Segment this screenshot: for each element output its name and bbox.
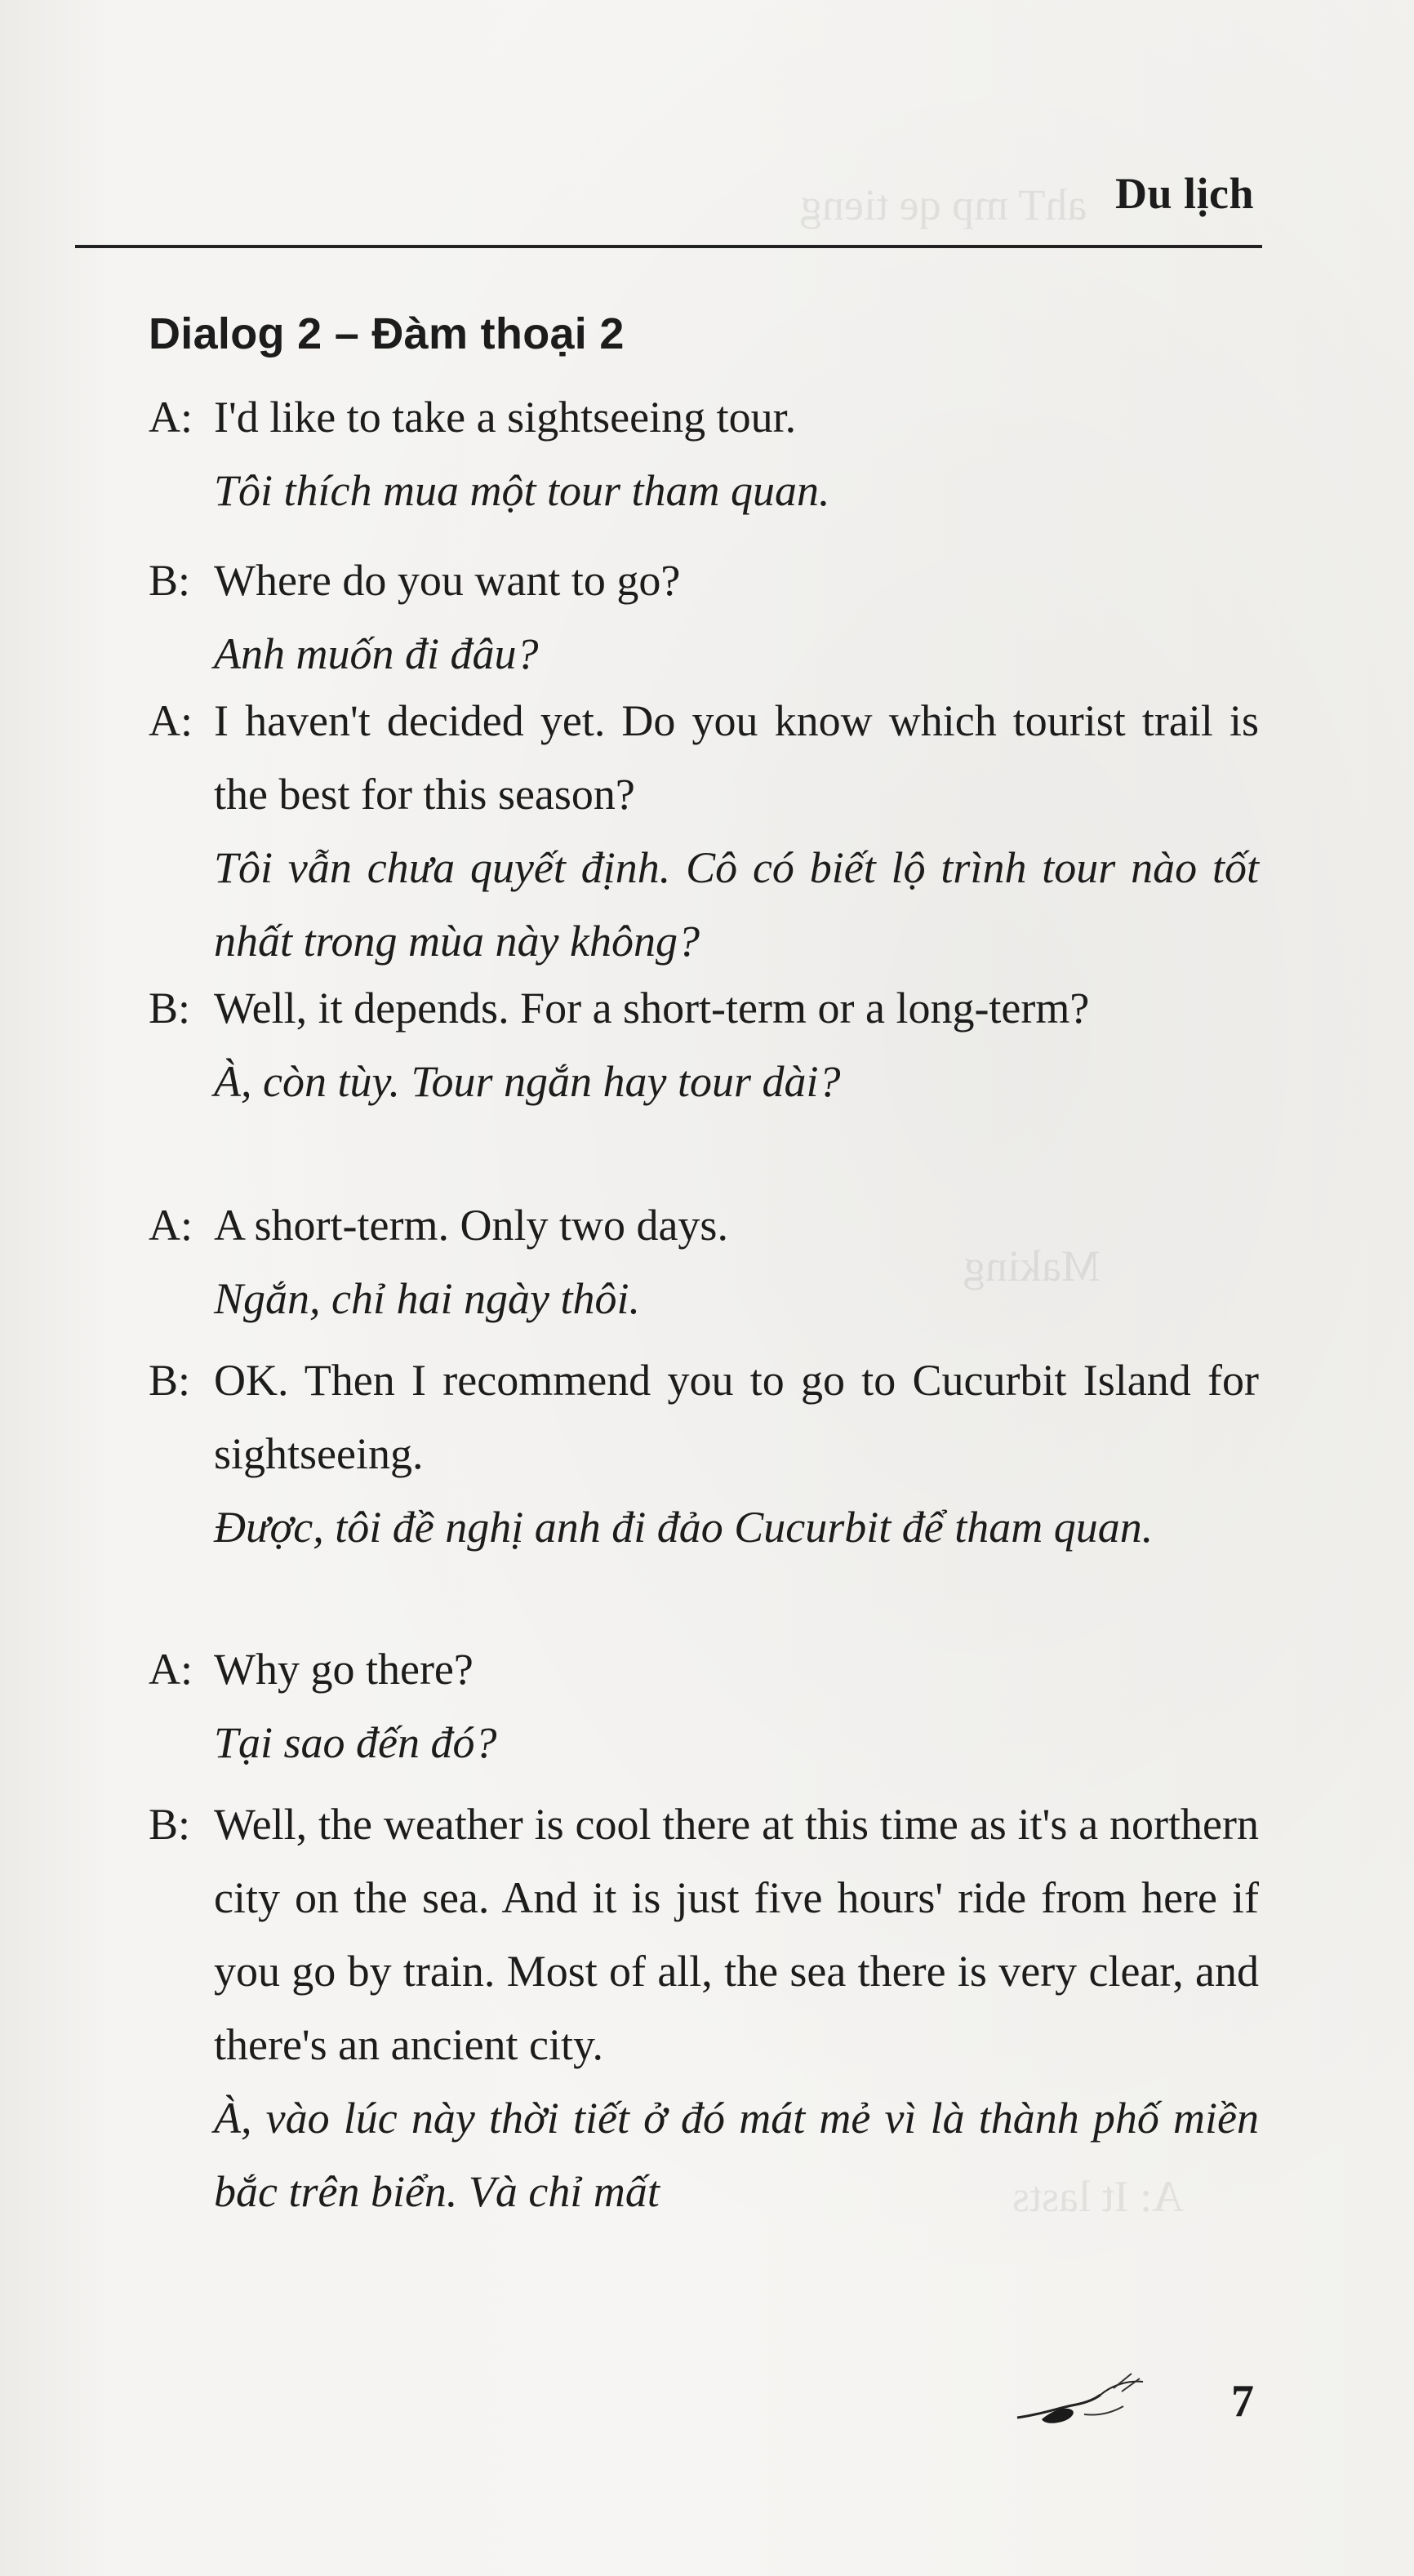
vietnamese-translation: Tại sao đến đó? xyxy=(214,1718,497,1767)
dialog-turn xyxy=(149,1632,1259,1779)
english-line: A short-term. Only two days. xyxy=(214,1201,728,1250)
show-through-text: A: It lasts xyxy=(1012,2172,1184,2221)
english-line: Well, the weather is cool there at this time as it's a northern city on the sea. And it is just five hours' ride from here if you go by train. Most of all, the sea there is very clear, and there's an ancient city. xyxy=(214,1800,1259,2069)
dialog-turn xyxy=(149,380,1259,527)
vietnamese-translation: À, vào lúc này thời tiết ở đó mát mẻ vì là thành phố miền bắc trên biển. Và chỉ mất xyxy=(214,2094,1259,2216)
vietnamese-translation: À, còn tùy. Tour ngắn hay tour dài? xyxy=(214,1057,841,1106)
speaker-label: A: xyxy=(149,1201,193,1250)
dialog-turn xyxy=(149,684,1259,978)
speaker-label: A: xyxy=(149,393,193,442)
vietnamese-translation: Tôi thích mua một tour tham quan. xyxy=(214,466,830,515)
show-through-text: ahT mp qe tieng xyxy=(800,180,1087,229)
header-rule xyxy=(75,245,1262,248)
vietnamese-translation: Ngắn, chỉ hai ngày thôi. xyxy=(214,1274,640,1323)
dialog-turn xyxy=(149,544,1259,691)
dialog-turn xyxy=(149,1788,1259,2228)
vietnamese-translation: Được, tôi đề nghị anh đi đảo Cucurbit để tham quan. xyxy=(214,1503,1154,1552)
page-number: 7 xyxy=(1231,2376,1254,2427)
english-line: Why go there? xyxy=(214,1645,474,1694)
dialog-turn xyxy=(149,1344,1259,1564)
dialog-turn xyxy=(149,1188,1259,1335)
speaker-label: A: xyxy=(149,1645,193,1694)
speaker-label: B: xyxy=(149,1356,191,1405)
vietnamese-translation: Anh muốn đi đâu? xyxy=(214,629,539,678)
english-line: Where do you want to go? xyxy=(214,556,681,605)
speaker-label: B: xyxy=(149,1800,191,1849)
dialog-turn xyxy=(149,971,1259,1118)
footer-ornament-icon xyxy=(1009,2367,1156,2432)
english-line: Well, it depends. For a short-term or a long-term? xyxy=(214,984,1090,1033)
dialog-heading: Dialog 2 – Đàm thoại 2 xyxy=(149,309,625,358)
speaker-label: A: xyxy=(149,696,193,745)
english-line: I'd like to take a sightseeing tour. xyxy=(214,393,797,442)
running-title: Du lịch xyxy=(1114,169,1254,218)
speaker-label: B: xyxy=(149,556,191,605)
english-line: I haven't decided yet. Do you know which tourist trail is the best for this season? xyxy=(214,696,1259,819)
show-through-text: Making xyxy=(963,1241,1101,1290)
speaker-label: B: xyxy=(149,984,191,1033)
vietnamese-translation: Tôi vẫn chưa quyết định. Cô có biết lộ trình tour nào tốt nhất trong mùa này không? xyxy=(214,843,1259,966)
english-line: OK. Then I recommend you to go to Cucurbit Island for sightseeing. xyxy=(214,1356,1259,1478)
